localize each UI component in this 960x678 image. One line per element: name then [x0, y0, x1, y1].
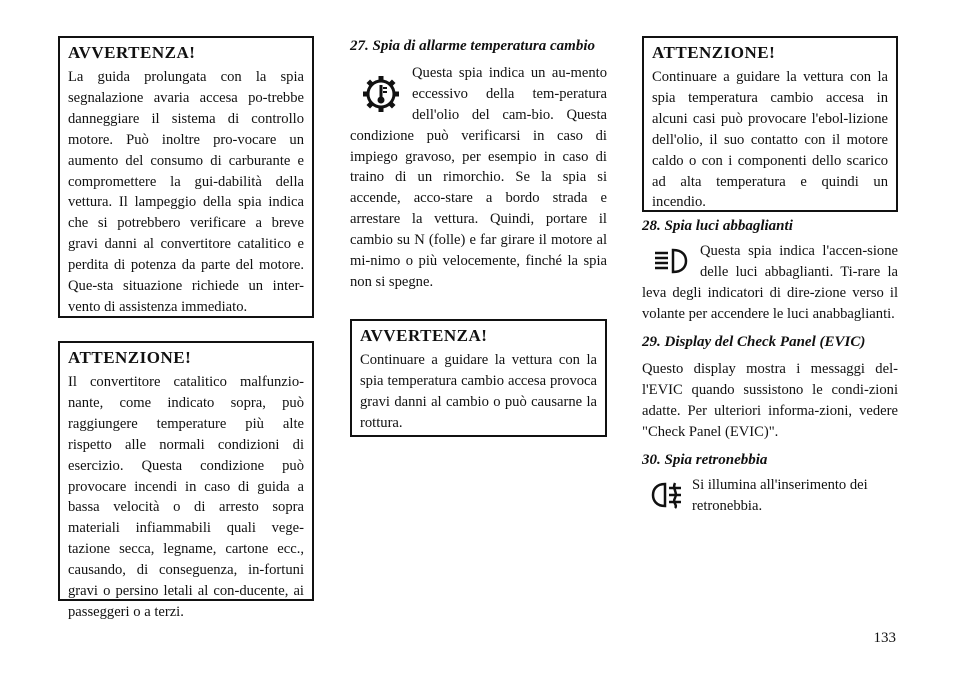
caution-title-2: ATTENZIONE! [652, 43, 776, 62]
caution-box-attenzione [58, 341, 314, 620]
column-middle [350, 36, 607, 437]
section-heading-30: 30. Spia retronebbia [642, 452, 768, 469]
section-heading-27: 27. Spia di allarme temperatura cambio [350, 38, 596, 54]
section-text-27: Questa spia indica un au-mento eccessivo della tem-peratura dell'olio del cam-bio. Questa condizione può verificarsi in caso di impiego gravoso, per esempio in caso di traino di un rimorchio. Se la spia si accende, acco-stare a bordo strada e arrestare la vettura. Quindi, portare il cambio su N (folle) e far girare il motore al mi-nimo o più velocemente, finché la spia non si spegne. [350, 64, 607, 290]
section-text-30: Si illumina all'inserimento dei retronebbia. [692, 476, 868, 514]
caution-text: Il convertitore catalitico malfunzio-nante, come indicato sopra, può raggiungere temperature più alte rispetto alle normali condizioni di esercizio. Questa condizione può provocare incendi in caso di guida a bassa velocità o di arresto sopra materiali infiammabili quali vege-tazione secca, legname, cartone ecc., causando, di conseguenza, in-fortuni gravi o persino letali al con-ducente, ai passeggeri o a terzi. [68, 374, 304, 620]
warning-title: AVVERTENZA! [68, 43, 196, 62]
warning-box-avvertenza-2 [350, 319, 607, 437]
caution-box-attenzione-2 [642, 36, 898, 212]
section-text-29: Questo display mostra i messaggi del-l'EVIC quando sussistono le condi-zioni adatte. Per ulteriori informa-zioni, vedere "Check Panel (EVIC)". [642, 361, 898, 441]
caution-text-2: Continuare a guidare la vettura con la spia temperatura cambio accesa in alcuni casi può provocare l'ebol-lizione dell'olio, il suo contatto con il motore caldo o con i componenti dello scarico ad alta temperatura e quindi un incendio. [652, 69, 888, 211]
section-heading-29: 29. Display del Check Panel (EVIC) [642, 333, 866, 350]
high-beam-icon [642, 241, 700, 281]
page-number: 133 [873, 630, 896, 646]
warning-title-2: AVVERTENZA! [360, 325, 488, 345]
section-text-28: Questa spia indica l'accen-sione delle luci abbaglianti. Ti-rare la leva degli indicatori di dire-zione verso il volante per accendere le luci anabbaglianti. [642, 242, 898, 322]
column-left [58, 36, 314, 620]
warning-text: La guida prolungata con la spia segnalazione avaria accesa po-trebbe danneggiare il sistema di controllo motore. Può inoltre pro-vocare un aumento del consumo di carburante e compromettere la gui-dabilità della vettura. Il lampeggio della spia indica che si potrebbero verificare a breve gravi danni al convertitore catalitico e perdita di potenza da parte del motore. Que-sta situazione richiede un inter-vento di assistenza immediato. [68, 69, 304, 315]
warning-text-2: Continuare a guidare la vettura con la spia temperatura cambio accesa provoca gravi danni al cambio o può causarne la rottura. [360, 351, 597, 431]
section-heading-28: 28. Spia luci abbaglianti [642, 218, 793, 234]
transmission-temperature-icon [350, 63, 412, 125]
warning-box-avvertenza [58, 36, 314, 318]
caution-title: ATTENZIONE! [68, 348, 192, 367]
rear-fog-light-icon [642, 475, 692, 515]
column-right [642, 36, 898, 517]
